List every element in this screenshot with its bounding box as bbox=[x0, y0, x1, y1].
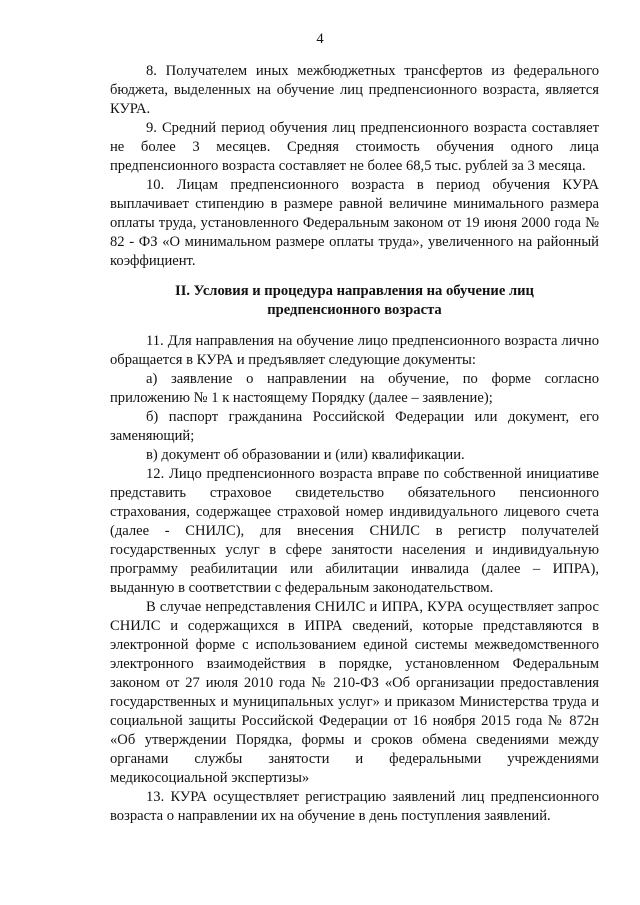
paragraph-10: 10. Лицам предпенсионного возраста в период обучения КУРА выплачивает стипендию в размере равной величине минимального размера оплаты труда, установленного Федеральным законом от 19 июня 2000 года № 82 - ФЗ «О минимальном размере оплаты труда», увеличенного на районный коэффициент. bbox=[110, 177, 599, 269]
paragraph-8: 8. Получателем иных межбюджетных трансфертов из федерального бюджета, выделенных на обучение лиц предпенсионного возраста, является КУРА. bbox=[110, 63, 599, 117]
section-heading-line-1: II. Условия и процедура направления на обучение лиц bbox=[175, 283, 534, 299]
section-heading-line-2: предпенсионного возраста bbox=[267, 302, 442, 318]
page-number: 4 bbox=[316, 31, 324, 47]
paragraph-12: 12. Лицо предпенсионного возраста вправе по собственной инициативе представить страховое свидетельство обязательного пенсионного страхования, содержащее страховой номер индивидуального лицевого счета (далее - СНИЛС), для внесения СНИЛС в регистр получателей государственных услуг в сфере занятости населения и индивидуальную программу реабилитации или абилитации инвалида (далее – ИПРА), выданную в соответствии с федеральным законодательством. bbox=[110, 466, 599, 596]
paragraph-11-a: а) заявление о направлении на обучение, по форме согласно приложению № 1 к настоящему Порядку (далее – заявление); bbox=[110, 371, 599, 406]
paragraph-11-b: б) паспорт гражданина Российской Федерации или документ, его заменяющий; bbox=[110, 409, 599, 444]
paragraph-11-c: в) документ об образовании и (или) квалификации. bbox=[146, 447, 465, 463]
paragraph-13: 13. КУРА осуществляет регистрацию заявлений лиц предпенсионного возраста о направлении их на обучение в день поступления заявлений. bbox=[110, 789, 599, 824]
paragraph-12-continued: В случае непредставления СНИЛС и ИПРА, КУРА осуществляет запрос СНИЛС и содержащихся в ИПРА сведений, которые представляются в электронной форме с использованием единой системы межведомственного электронного взаимодействия в порядке, установленном Федеральным законом от 27 июля 2010 года № 210-ФЗ «Об организации предоставления государственных и муниципальных услуг» и приказом Министерства труда и социальной защиты Российской Федерации от 16 ноября 2015 года № 872н «Об утверждении Порядка, формы и сроков обмена сведениями между органами службы занятости и федеральными учреждениями медикосоциальной экспертизы» bbox=[110, 599, 599, 786]
document-body bbox=[110, 62, 599, 826]
paragraph-9: 9. Средний период обучения лиц предпенсионного возраста составляет не более 3 месяцев. Средняя стоимость обучения одного лица предпенсионного возраста составляет не более 68,5 тыс. рублей за 3 месяца. bbox=[110, 120, 599, 174]
section-heading bbox=[110, 282, 599, 320]
paragraph-11: 11. Для направления на обучение лицо предпенсионного возраста лично обращается в КУРА и предъявляет следующие документы: bbox=[110, 333, 599, 368]
